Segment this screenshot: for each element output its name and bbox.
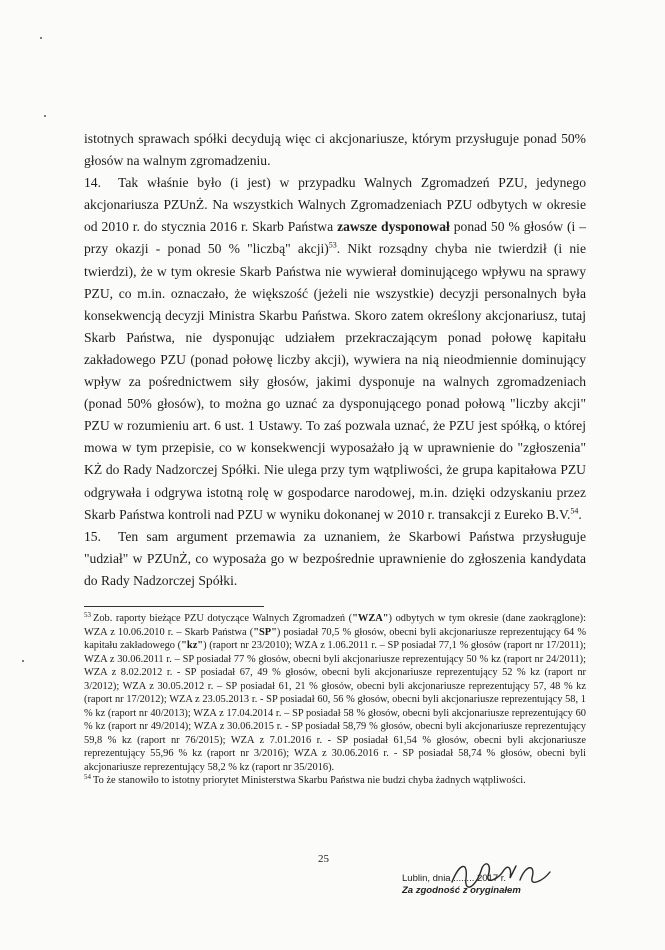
paragraph-15: 15. Ten sam argument przemawia za uznaniem, że Skarbowi Państwa przysługuje "udział" w PZUnŻ, co wyposaża go w bezpośrednie uprawnienie do zgłoszenia kandydata do Rady Nadzorczej Spółki. [84,526,586,592]
paragraph-continuation: istotnych sprawach spółki decydują więc ci akcjonariusze, którym przysługuje ponad 50% głosów na walnym zgromadzeniu. [84,131,586,169]
footnote-ref-54: 54 [570,506,579,516]
paragraph-number: 14. [84,175,101,191]
certification-label: Za zgodność z oryginałem [402,885,521,896]
certification-date: Lublin, dnia ........ 2017 r. [402,873,507,884]
scan-speck [40,37,42,39]
footnote-54: $^{54}$ To że stanowiło to istotny priorytet Ministerstwa Skarbu Państwa nie budzi chyba żadnych wątpliwości. [84,772,526,786]
footnote-53: $^{53}$ Zob. raporty bieżące PZU dotyczące Walnych Zgromadzeń ("WZA") odbytych w tym okresie (dane zaokrąglone): WZA z 10.06.2010 r. – Skarb Państwa ("SP") posiadał 70,5 % głosów, obecni byli akcjonariusze reprezentujący 64 % kapitału zakładowego ("kz") (raport nr 23/2010); WZA z 1.06.2011 r. – SP posiadał 77,1 % głosów (raport nr 17/2011); WZA z 30.06.2011 r. – SP posiadał 77 % głosów, obecni byli akcjonariusze reprezentujący 50 % kz (raport nr 24/2011); WZA z 8.02.2012 r. - SP posiadał 67, 49 % głosów, obecni byli akcjonariusze reprezentujący 52 % kz (raport nr 3/2012); WZA z 30.05.2012 r. – SP posiadał 61, 21 % głosów, obecni byli akcjonariusze reprezentujący 57, 48 % kz (raport nr 17/2012); WZA z 23.05.2013 r. - SP posiadał 60, 56 % głosów, obecni byli akcjonariusze reprezentujący 58, 1 % kz (raport nr 40/2013); WZA z 17.04.2014 r. – SP posiadał 58 % głosów, obecni byli akcjonariusze reprezentujący 60 % kz (raport nr 49/2014); WZA z 30.06.2015 r. - SP posiadał 58,79 % głosów, obecni byli akcjonariusze reprezentujący 59,8 % kz (raport nr 76/2015); WZA z 7.01.2016 r. - SP posiadał 61,54 % głosów, obecni byli akcjonariusze reprezentujący 55,96 % kz (raport nr 3/2016); WZA z 30.06.2016 r. - SP posiadał 58,74 % głosów, obecni byli akcjonariusze reprezentujący 58,2 % kz (raport nr 35/2016). [84,610,586,773]
scan-speck [44,115,46,117]
certification-stamp [402,873,602,897]
page-number: 25 [318,853,329,865]
paragraph-14: 14. Tak właśnie było (i jest) w przypadku Walnych Zgromadzeń PZU, jedynego akcjonariusza PZUnŻ. Na wszystkich Walnych Zgromadzeniach PZU odbytych w okresie od 2010 r. do stycznia 2016 r. Skarb Państwa zawsze dysponował ponad 50 % głosów (i – przy okazji - ponad 50 % "liczbą" akcji)$^{53}$. Nikt rozsądny chyba nie twierdził (i nie twierdzi), że w tym okresie Skarb Państwa nie wywierał dominującego wpływu na sprawy PZU, co m.in. oznaczało, że większość (jeżeli nie wszystkie) decyzji personalnych była konsekwencją decyzji Ministra Skarbu Państwa. Skoro zatem określony akcjonariusz, tutaj Skarb Państwa, nie dysponując udziałem przekraczającym ponad połowę kapitału zakładowego PZU (ponad połowę liczby akcji), wywiera na nią nieodmiennie dominujący wpływ za pośrednictwem siły głosów, jakimi dysponuje na walnych zgromadzeniach (ponad 50% głosów), to można go uznać za dysponującego ponad połową "liczby akcji" PZU w rozumieniu art. 6 ust. 1 Ustawy. To zaś pozwala uznać, że PZU jest spółką, o której mowa w tym przepisie, co w konsekwencji wyposażało ją w uprawnienie do "zgłoszenia" KŻ do Rady Nadzorczej Spółki. Nie ulega przy tym wątpliwości, że grupa kapitałowa PZU odgrywała i odgrywa istotną rolę w gospodarce narodowej, m.in. dzięki odzyskaniu przez Skarb Państwa kontroli nad PZU w wyniku dokonanej w 2010 r. transakcji z Eureko B.V.$^{54}$. [84,172,586,526]
footnote-ref-53: 53 [328,240,337,250]
footnotes [84,612,586,788]
scan-speck [22,660,24,662]
emphasis-text: zawsze dysponował [337,219,450,235]
paragraph-number: 15. [84,528,101,544]
main-text [84,128,586,592]
footnote-divider [84,606,264,607]
